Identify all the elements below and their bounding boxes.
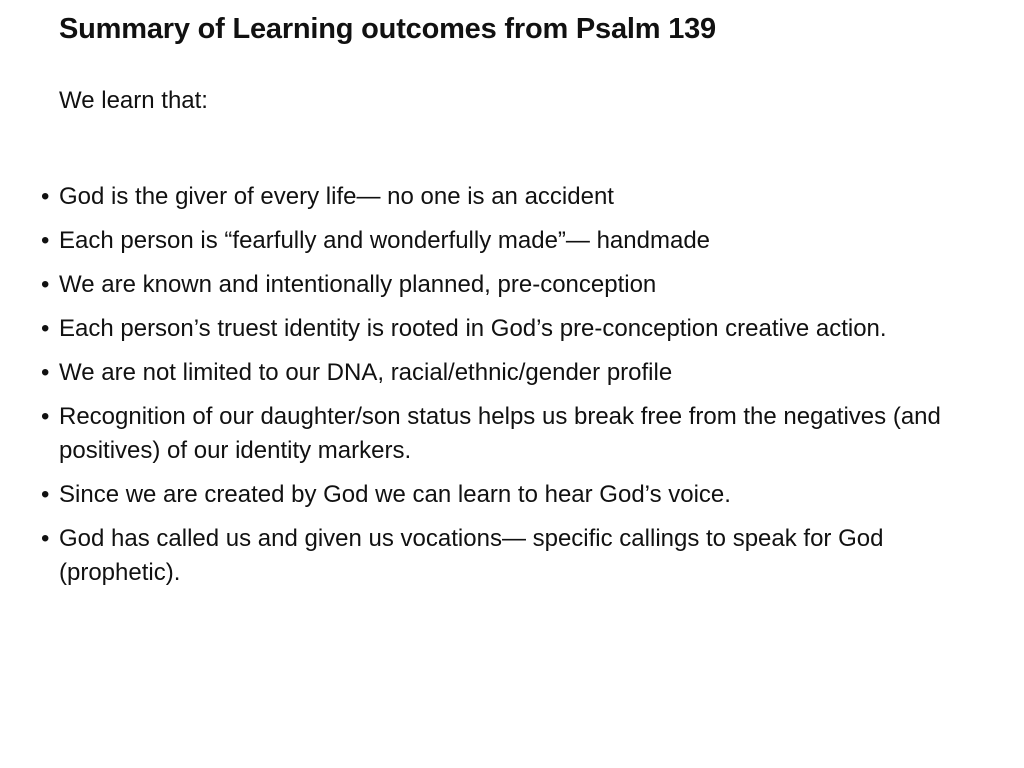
bullet-icon: •	[41, 359, 50, 386]
list-item	[0, 356, 1000, 390]
bullet-text: We are not limited to our DNA, racial/ethnic/gender profile	[59, 359, 673, 386]
bullet-icon: •	[41, 403, 50, 430]
bullet-text: We are known and intentionally planned, pre-conception	[59, 271, 657, 298]
bullet-text: God has called us and given us vocations— specific callings to speak for God (prophetic).	[59, 525, 884, 586]
list-item	[0, 180, 1000, 214]
bullet-icon: •	[41, 525, 50, 552]
bullet-icon: •	[41, 481, 50, 508]
bullet-icon: •	[41, 227, 50, 254]
bullet-icon: •	[41, 271, 50, 298]
list-item	[0, 268, 1000, 302]
bullet-text: Since we are created by God we can learn to hear God’s voice.	[59, 481, 731, 508]
list-item	[0, 224, 1000, 258]
intro-text: We learn that:	[59, 87, 208, 114]
list-item	[0, 478, 1000, 512]
bullet-list	[0, 180, 1000, 600]
bullet-text: Recognition of our daughter/son status helps us break free from the negatives (and positives) of our identity markers.	[59, 403, 941, 464]
slide-title: Summary of Learning outcomes from Psalm 139	[59, 13, 716, 45]
list-item	[0, 522, 1000, 590]
bullet-text: Each person’s truest identity is rooted in God’s pre-conception creative action.	[59, 315, 887, 342]
list-item	[0, 312, 1000, 346]
bullet-text: Each person is “fearfully and wonderfully made”— handmade	[59, 227, 711, 254]
bullet-icon: •	[41, 183, 50, 210]
bullet-icon: •	[41, 315, 50, 342]
bullet-text: God is the giver of every life— no one is an accident	[59, 183, 614, 210]
list-item	[0, 400, 1000, 468]
